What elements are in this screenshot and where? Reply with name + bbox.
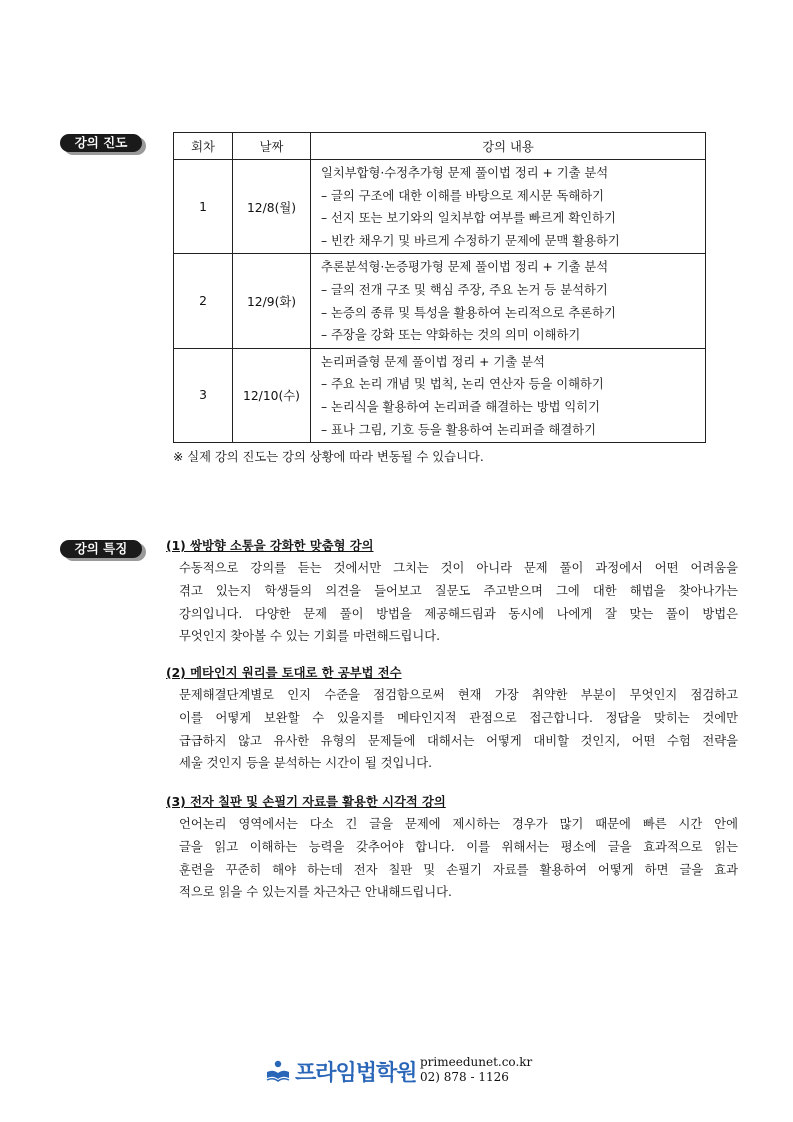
logo-text: 프라임법학원 xyxy=(295,1061,417,1086)
progress-table xyxy=(173,132,706,443)
body-line: 강의입니다. 다양한 문제 풀이 방법을 제공해드림과 동시에 나에게 잘 맞는 풀이 방법은 xyxy=(179,606,738,621)
feature-body xyxy=(179,557,738,648)
content-line: – 논증의 종류 및 특성을 활용하여 논리적으로 추론하기 xyxy=(321,305,616,320)
body-line: 문제해결단계별로 인지 수준을 점검함으로써 현재 가장 취약한 부분이 무엇인지 점검하고 xyxy=(179,688,738,702)
body-line: 언어논리 영역에서는 다소 긴 글을 문제에 제시하는 경우가 많기 때문에 빠른 시간 안에 xyxy=(179,817,738,831)
feature-body xyxy=(179,684,738,775)
content-cell xyxy=(311,348,706,442)
content-header: 강의 내용 xyxy=(311,133,706,160)
features-section-tag: 강의 특징 xyxy=(60,540,142,558)
body-line: 급급하지 않고 유사한 유형의 문제들에 대해서는 어떻게 대비할 것인지, 어떤 수험 전략을 xyxy=(179,733,738,748)
feature-heading: (2) 메타인지 원리를 토대로 한 공부법 전수 xyxy=(166,666,402,680)
round-header: 회차 xyxy=(174,133,233,160)
body-line: 훈련을 꾸준히 해야 하는데 전자 칠판 및 손필기 자료를 활용하여 어떻게 하면 글을 효과 xyxy=(179,862,738,877)
content-line: – 선지 또는 보기와의 일치부합 여부를 빠르게 확인하기 xyxy=(321,211,616,226)
body-line: 무엇인지 찾아볼 수 있는 기회를 마련해드립니다. xyxy=(179,629,441,644)
round-cell: 2 xyxy=(174,254,233,348)
contact-info xyxy=(420,1055,532,1085)
body-line: 이를 어떻게 보완할 수 있을지를 메타인지적 관점으로 접근합니다. 정답을 맞히는 것에만 xyxy=(179,710,738,725)
body-line: 적으로 읽을 수 있는지를 차근차근 안내해드립니다. xyxy=(179,885,452,900)
body-line: 글을 읽고 이해하는 능력을 갖추어야 합니다. 이를 위해서는 평소에 글을 효과적으로 읽는 xyxy=(179,839,738,854)
content-line: – 글의 구조에 대한 이해를 바탕으로 제시문 독해하기 xyxy=(321,188,604,203)
body-line: 겪고 있는지 학생들의 의견을 들어보고 질문도 주고받으며 그에 대한 해법을 찾아나가는 xyxy=(179,583,738,598)
content-line: 일치부합형·수정추가형 문제 풀이법 정리 + 기출 분석 xyxy=(321,166,609,180)
content-cell xyxy=(311,254,706,348)
body-line: 수동적으로 강의를 듣는 것에서만 그치는 것이 아니라 문제 풀이 과정에서 어떤 어려움을 xyxy=(179,561,738,575)
body-line: 세울 것인지 등을 분석하는 시간이 될 것입니다. xyxy=(179,756,433,771)
feature-heading: (1) 쌍방향 소통을 강화한 맞춤형 강의 xyxy=(166,539,374,553)
date-cell: 12/8(월) xyxy=(233,160,311,254)
book-icon xyxy=(265,1058,291,1088)
feature-item-2 xyxy=(166,663,738,775)
content-line: – 표나 그림, 기호 등을 활용하여 논리퍼즐 해결하기 xyxy=(321,422,596,437)
content-line: – 주장을 강화 또는 약화하는 것의 의미 이해하기 xyxy=(321,328,581,343)
content-line: 논리퍼즐형 문제 풀이법 정리 + 기출 분석 xyxy=(321,354,545,369)
progress-note: ※ 실제 강의 진도는 강의 상황에 따라 변동될 수 있습니다. xyxy=(173,450,484,464)
content-line: – 논리식을 활용하여 논리퍼즐 해결하는 방법 익히기 xyxy=(321,399,601,414)
table-row xyxy=(174,348,706,442)
content-line: – 주요 논리 개념 및 법칙, 논리 연산자 등을 이해하기 xyxy=(321,377,604,392)
feature-item-1 xyxy=(166,536,738,648)
content-line: 추론분석형·논증평가형 문제 풀이법 정리 + 기출 분석 xyxy=(321,260,609,275)
round-cell: 1 xyxy=(174,160,233,254)
feature-item-3 xyxy=(166,792,738,904)
content-line: – 글의 전개 구조 및 핵심 주장, 주요 논거 등 분석하기 xyxy=(321,282,608,297)
content-line: – 빈칸 채우기 및 바르게 수정하기 문제에 문맥 활용하기 xyxy=(321,233,620,248)
content-cell xyxy=(311,160,706,254)
progress-section-tag: 강의 진도 xyxy=(60,134,142,152)
date-cell: 12/10(수) xyxy=(233,348,311,442)
website-link[interactable]: primeedunet.co.kr xyxy=(420,1055,533,1069)
feature-heading: (3) 전자 칠판 및 손필기 자료를 활용한 시각적 강의 xyxy=(166,795,446,809)
feature-body xyxy=(179,813,738,904)
table-row xyxy=(174,160,706,254)
table-row xyxy=(174,254,706,348)
date-header: 날짜 xyxy=(233,133,311,160)
footer xyxy=(265,1052,533,1092)
round-cell: 3 xyxy=(174,348,233,442)
date-cell: 12/9(화) xyxy=(233,254,311,348)
table-header-row xyxy=(174,133,706,160)
phone-number: 02) 878 - 1126 xyxy=(420,1070,509,1084)
